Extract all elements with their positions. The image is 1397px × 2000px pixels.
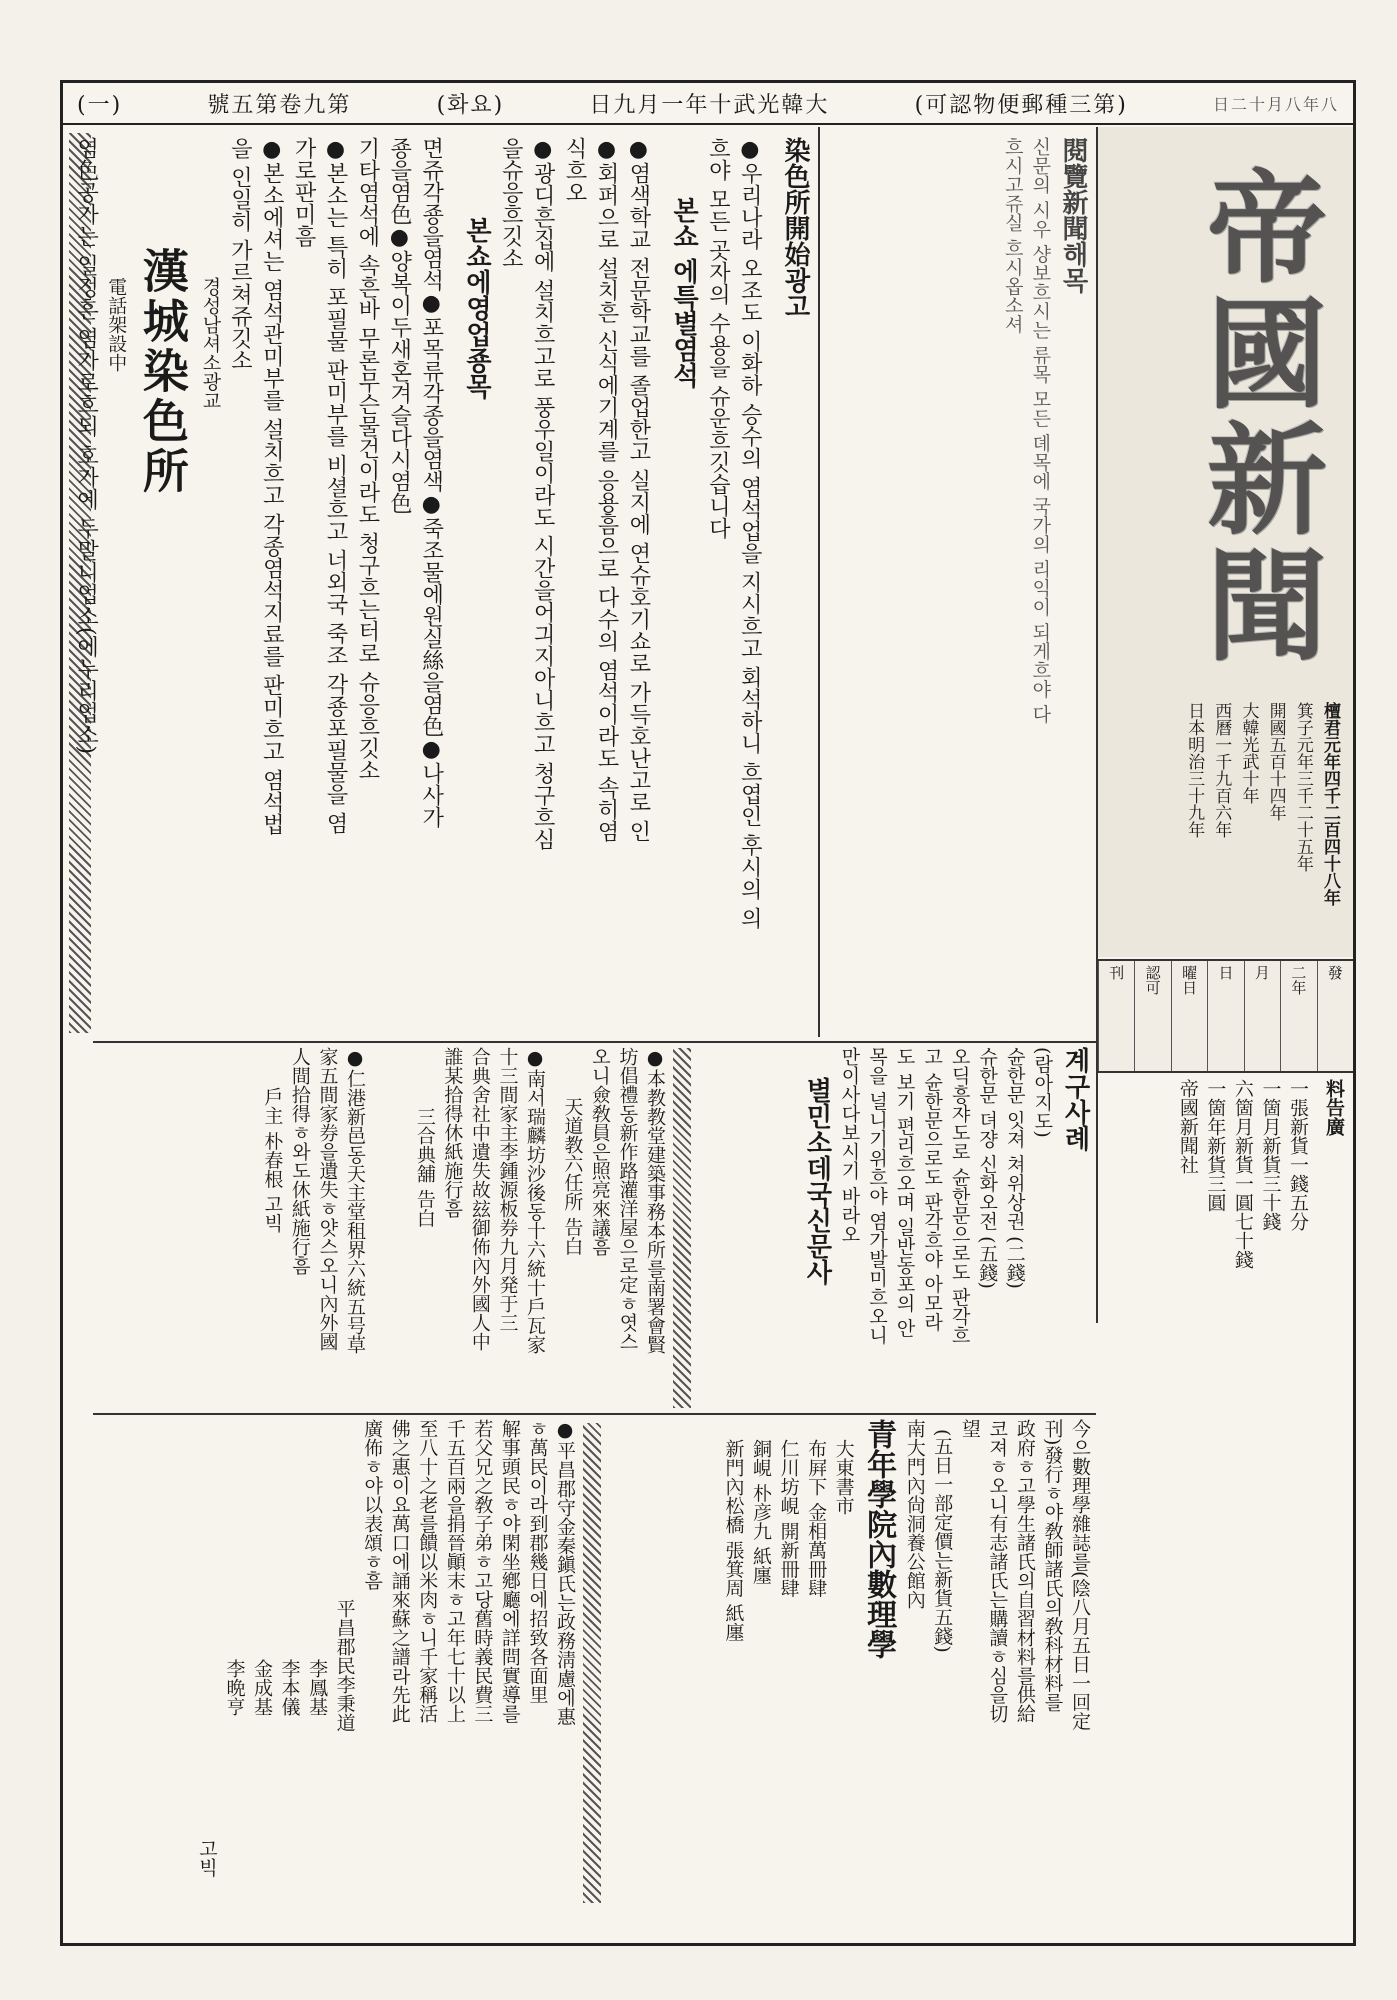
column-divider — [818, 127, 820, 1037]
seller: 布屛下 金相萬冊肆 — [805, 1439, 828, 1598]
praise-line: 千五百兩을捐晉顚末ㅎ고年七十以上 — [443, 1419, 466, 1723]
notice-church — [553, 1047, 668, 1407]
magazine-ad — [623, 1419, 1093, 1909]
page-number: (一) — [77, 92, 123, 118]
date-line: 檀君元年四千二百四十八年 — [1320, 702, 1340, 906]
pub-cell: 二年 — [1280, 961, 1316, 1071]
notice-lost-deed — [373, 1047, 548, 1407]
book-ad-line: 만이사다보시기 바라오 — [838, 1047, 861, 1244]
notice-line: 家五間家券을遺失ㅎ얏스오니內外國 — [316, 1047, 339, 1351]
notice-sign: 三合典舖 告白 — [413, 1107, 436, 1228]
notice-line: 人間拾得ㅎ와도休紙施行흠 — [288, 1047, 311, 1275]
book-ad-sub: (람아지도) — [1031, 1047, 1054, 1138]
pub-cell: 刊 — [1098, 961, 1134, 1071]
ad-line: 기타염석에 속흔바 무론무슨물건이라도 청구흐는터로 슈응흐깃소 — [354, 137, 380, 781]
praise-name: 李鳳基 — [306, 1659, 329, 1716]
book-ad-line: 슈한문 뎌쟝 신화오전 (五錢) — [976, 1047, 999, 1289]
newspaper-page — [60, 80, 1356, 1946]
masthead — [1096, 127, 1353, 957]
praise-line: 廣佈ㅎ야以表頌ㅎ흠 — [361, 1419, 384, 1590]
section-line: 흐시고쥬실 흐시옵소셔 — [1001, 137, 1024, 334]
weekday: (화요) — [436, 92, 505, 118]
ad-title: 染色所開始광고 — [780, 137, 810, 319]
advertising-rates — [1096, 1073, 1353, 1323]
praise-name: 金成基 — [250, 1659, 273, 1716]
seller: 大東書市 — [832, 1439, 855, 1515]
header-bar — [63, 83, 1353, 125]
book-ad-line: 슌한문 잇져 쳐위상권 (二錢) — [1003, 1047, 1026, 1289]
rate-line: 一箇月新貨三十錢 — [1259, 1079, 1282, 1231]
section-title: 閱覽新聞해목 — [1058, 137, 1088, 293]
magazine-line: 望 — [958, 1419, 981, 1438]
header-right-strip: 日二十月八年八 — [1212, 94, 1339, 114]
issue-date: 日九月一年十武光韓大 — [589, 92, 830, 118]
notice-line: 誰某拾得休紙施行흠 — [441, 1047, 464, 1218]
book-ad-seller: 별민소데국신문사 — [801, 1077, 832, 1285]
notice-line: 坊倡禮동新作路灌洋屋으로定ㅎ엿스 — [616, 1047, 639, 1351]
date-line: 西曆一千九百六年 — [1211, 702, 1232, 838]
ad-line: 흐야 모든 곳자의 수용을 슈운흐깃습니다 — [705, 137, 731, 539]
notice-sign: 天道教六任所 告白 — [561, 1097, 584, 1256]
postal-permit: (可認物便郵種三第) — [914, 92, 1128, 118]
seller: 仁川坊峴 開新冊肆 — [777, 1439, 800, 1598]
praise-line: 至八十之老를饋以米肉ㅎ니千家稱活 — [416, 1419, 439, 1723]
seller: 銅峴 朴彦九 紙廛 — [750, 1439, 773, 1585]
notice-sign: 戶主 朴春根 고빅 — [261, 1087, 284, 1233]
notice-line: ●本教教堂建築事務本所를南署會賢 — [644, 1047, 666, 1354]
seller: 新門內松橋 張箕周 紙廛 — [722, 1439, 745, 1642]
praise-line: 解事頭民ㅎ야閑坐鄕廳에詳問實導를 — [498, 1419, 521, 1723]
row-divider — [93, 1041, 1096, 1043]
notice-line: 오니僉敎員은照亮來議흠 — [588, 1047, 611, 1256]
rates-heading: 料告廣 — [1323, 1079, 1345, 1136]
ad-line: 면쥬각죵을염석●포목류각종을염색●죽조물에원실絲을염色●나사가 — [418, 137, 444, 828]
date-line: 大韓光武十年 — [1238, 702, 1259, 804]
pub-cell: 月 — [1244, 961, 1280, 1071]
publication-table — [1096, 959, 1353, 1073]
ad-address: 경성남셔소광교 — [199, 277, 222, 410]
ad-line: ●본소에셔는 염석관미부를 설치흐고 각종염석지료를 판미흐고 염석법 — [259, 137, 285, 835]
rate-line: 一張新貨一錢五分 — [1287, 1079, 1309, 1231]
magazine-address: 南大門內尙洞養公館內 — [903, 1419, 926, 1609]
magazine-line: 刊)發行ㅎ야敎師諸氏의敎科材料를 — [1041, 1419, 1064, 1712]
dyeing-ad — [73, 137, 813, 1037]
ad-line: ●염색학교 전문학교를 졸업한고 실지에 연슈호기쇼로 가득호난고로 인 — [625, 137, 651, 842]
pub-cell: 日 — [1207, 961, 1243, 1071]
praise-line: 若父兄之敎子弟ㅎ고당舊時義民費三 — [471, 1419, 494, 1723]
book-ad-line: 도 보기 편리흐오며 일반동포의 안 — [893, 1047, 916, 1338]
ad-line: ●우리나라 오조도 이화하 승수의 염석업을 지시흐고 회석하니 흐엽인 후시의 의 — [737, 137, 763, 929]
middle-column — [825, 137, 1091, 977]
ad-subhead: 본쇼 에특별염석 — [668, 197, 699, 389]
ad-company-name: 漢城染色所 — [135, 247, 190, 497]
section-line: 신문의 시우 샹보흐시는 류목 모든 뎨목에 국가의 리익이 되게흐야 다 — [1029, 137, 1052, 724]
praise-line: 佛之惠이요萬口에誦來蘇之譜라先此 — [388, 1419, 411, 1723]
magazine-title: 青年學院內數理學 — [861, 1419, 897, 1659]
notice-line: ●南서瑞麟坊沙後동十六統十戶瓦家 — [524, 1047, 546, 1354]
issue-number: 號五第卷九第 — [207, 92, 352, 118]
date-line: 箕子元年三千二十五年 — [1292, 702, 1313, 872]
magazine-line: 今으數理學雜誌를(陰八月五日一回定 — [1069, 1419, 1091, 1731]
ornamental-divider — [583, 1423, 601, 1903]
ad-line: 을 인일히 가르쳐쥬깃소 — [227, 137, 253, 371]
ad-line: 죵을염色●양복이두새혼겨슬다시염色 — [386, 137, 412, 514]
magazine-line: 政府ㅎ고學生諸氏의自習材料를供給 — [1013, 1419, 1036, 1723]
notice-line: ●仁港新邑동天主堂租界六統五号草 — [344, 1047, 366, 1354]
ad-line: 식흐오 — [562, 137, 588, 203]
praise-line: ㅎ萬民이라到郡幾日에招致各面里 — [526, 1419, 549, 1704]
pub-cell: 曜日 — [1171, 961, 1207, 1071]
praise-line: ●平昌郡守金秦鎭氏는政務淸慮에惠 — [554, 1419, 576, 1726]
ad-subhead: 본쇼에영업죵목 — [461, 217, 492, 399]
notice-lost-house-deed — [163, 1047, 368, 1407]
pub-cell: 認可 — [1134, 961, 1170, 1071]
praise-name: 李本儀 — [278, 1659, 301, 1716]
date-line: 日本明治三十九年 — [1184, 702, 1205, 838]
magazine-price: (五日一部定價는新貨五錢) — [931, 1429, 954, 1653]
praise-notice — [163, 1419, 578, 1909]
magazine-line: 코져ㅎ오니有志諸氏는購讀ㅎ심을切 — [986, 1419, 1009, 1723]
book-ad-line: 목을 널니기위흐야 염가발미흐오니 — [866, 1047, 889, 1345]
notice-line: 十三間家主李鍾源板券九月発于三 — [496, 1047, 519, 1332]
book-ad-title: 계구사례 — [1060, 1047, 1090, 1151]
ad-line: 가로판미흠 — [291, 137, 317, 247]
rate-line: 一箇年新貨三圓 — [1204, 1079, 1227, 1212]
rate-line: 六箇月新貨一圓七十錢 — [1231, 1079, 1254, 1269]
ad-footer: 염色공가는 일정흔 염가로흐되 호가에 두말니업소(에누리업소) — [73, 137, 99, 755]
book-ad-line: 오딕흥쟈도로 슌한문으로도 판각흐 — [948, 1047, 971, 1345]
praise-end: 고빅 — [195, 1839, 218, 1877]
book-ad-line: 고 슌한문으로도 판각흐야 아모라 — [921, 1047, 944, 1332]
rates-lines — [1106, 1079, 1311, 1319]
ornamental-divider — [673, 1048, 691, 1408]
praise-name: 李晩亨 — [223, 1659, 246, 1716]
ad-phone: 電話架設中 — [105, 277, 128, 372]
rate-line: 帝國新聞社 — [1176, 1079, 1199, 1174]
column-divider — [1096, 127, 1098, 1323]
date-line: 開國五百十四年 — [1265, 702, 1286, 821]
ad-line: 을슈응흐깃소 — [498, 137, 524, 269]
row-divider — [93, 1413, 1096, 1415]
praise-sign: 平昌郡民李秉道 — [333, 1599, 356, 1732]
masthead-dates — [1113, 702, 1343, 942]
ad-line: ●광디흔집에 설치흐고로 풍우일이라도 시간을어긔지아니흐고 청구흐심 — [530, 137, 556, 850]
newspaper-title: 帝國新聞 — [1187, 165, 1328, 669]
notice-line: 合典舍社中遺失故玆御佈內外國人中 — [468, 1047, 491, 1351]
magazine-sellers — [719, 1419, 857, 1909]
pub-cell: 發 — [1317, 961, 1353, 1071]
ad-line: ●회퍼으로 설치흔 신식에기계를 응용흠으로 다수의 염석이라도 속히염 — [593, 137, 619, 842]
book-ad — [801, 1047, 1093, 1407]
ad-line: ●본소는 특히 포필물 판미부를 비셜흐고 너외국 죽조 각죵포필물을 염 — [323, 137, 349, 834]
